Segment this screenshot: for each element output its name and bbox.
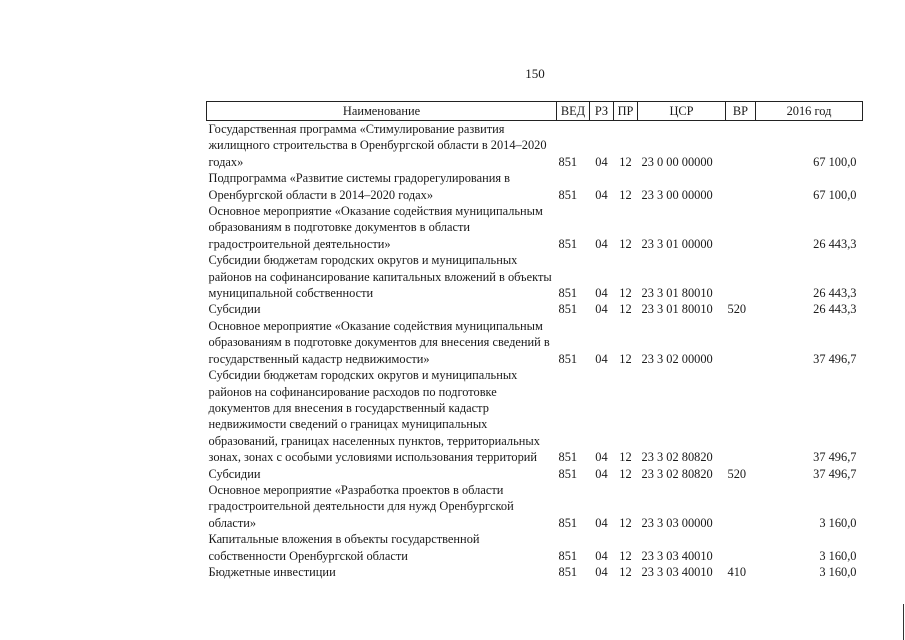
cell-csr: 23 3 03 40010 bbox=[641, 548, 713, 563]
cell-ved: 851 bbox=[558, 548, 578, 563]
table-row bbox=[207, 170, 863, 203]
cell-name: Основное мероприятие «Оказание содействия муниципальным образованиям в подготовке документов в области градостроительной деятельности» bbox=[208, 204, 543, 251]
cell-sum: 37 496,7 bbox=[813, 466, 857, 481]
cell-sum: 37 496,7 bbox=[813, 351, 857, 366]
cell-rz: 04 bbox=[595, 450, 608, 465]
table-row bbox=[207, 367, 863, 465]
cell-name: Бюджетные инвестиции bbox=[208, 564, 336, 579]
header-vr: ВР bbox=[726, 102, 756, 121]
cell-vr: 520 bbox=[727, 302, 747, 317]
cell-rz: 04 bbox=[595, 515, 608, 530]
cell-csr: 23 3 03 40010 bbox=[641, 564, 713, 579]
table-row bbox=[207, 252, 863, 301]
page-edge-line bbox=[903, 604, 904, 640]
cell-rz: 04 bbox=[595, 302, 608, 317]
cell-rz: 04 bbox=[595, 351, 608, 366]
cell-ved: 851 bbox=[558, 236, 578, 251]
cell-pr: 12 bbox=[619, 236, 632, 251]
cell-csr: 23 3 02 80820 bbox=[641, 466, 713, 481]
cell-sum: 26 443,3 bbox=[813, 302, 857, 317]
cell-name: Подпрограмма «Развитие системы градорегулирования в Оренбургской области в 2014–2020 годах» bbox=[208, 171, 511, 202]
cell-pr: 12 bbox=[619, 286, 632, 301]
cell-pr: 12 bbox=[619, 302, 632, 317]
cell-rz: 04 bbox=[595, 466, 608, 481]
table-row bbox=[207, 121, 863, 171]
cell-rz: 04 bbox=[595, 187, 608, 202]
cell-vr bbox=[726, 121, 756, 171]
cell-vr bbox=[726, 482, 756, 531]
cell-rz: 04 bbox=[595, 286, 608, 301]
budget-table bbox=[206, 101, 863, 580]
cell-ved: 851 bbox=[558, 515, 578, 530]
cell-pr: 12 bbox=[619, 515, 632, 530]
cell-csr: 23 3 00 00000 bbox=[641, 187, 713, 202]
cell-sum: 67 100,0 bbox=[813, 154, 857, 169]
table-row bbox=[207, 564, 863, 580]
cell-pr: 12 bbox=[619, 450, 632, 465]
cell-name: Субсидии bbox=[208, 302, 261, 317]
table-header-row bbox=[207, 102, 863, 121]
cell-sum: 67 100,0 bbox=[813, 187, 857, 202]
cell-vr bbox=[726, 318, 756, 367]
cell-ved: 851 bbox=[558, 154, 578, 169]
table-body bbox=[207, 121, 863, 581]
cell-name: Основное мероприятие «Разработка проектов в области градостроительной деятельности для нужд Оренбургской области» bbox=[208, 482, 514, 530]
cell-ved: 851 bbox=[558, 466, 578, 481]
cell-pr: 12 bbox=[619, 564, 632, 579]
cell-vr bbox=[726, 531, 756, 564]
cell-pr: 12 bbox=[619, 351, 632, 366]
header-rz: РЗ bbox=[590, 102, 614, 121]
cell-ved: 851 bbox=[558, 302, 578, 317]
cell-sum: 3 160,0 bbox=[819, 564, 857, 579]
cell-csr: 23 3 01 00000 bbox=[641, 236, 713, 251]
cell-rz: 04 bbox=[595, 564, 608, 579]
table-row bbox=[207, 301, 863, 317]
cell-ved: 851 bbox=[558, 286, 578, 301]
cell-pr: 12 bbox=[619, 548, 632, 563]
cell-csr: 23 3 02 00000 bbox=[641, 351, 713, 366]
table-row bbox=[207, 531, 863, 564]
cell-name: Субсидии bbox=[208, 466, 261, 481]
cell-ved: 851 bbox=[558, 187, 578, 202]
header-pr: ПР bbox=[614, 102, 638, 121]
cell-csr: 23 0 00 00000 bbox=[641, 154, 713, 169]
cell-rz: 04 bbox=[595, 548, 608, 563]
cell-csr: 23 3 02 80820 bbox=[641, 450, 713, 465]
table-row bbox=[207, 203, 863, 252]
cell-sum: 26 443,3 bbox=[813, 236, 857, 251]
cell-sum: 3 160,0 bbox=[819, 515, 857, 530]
cell-csr: 23 3 01 80010 bbox=[641, 286, 713, 301]
cell-vr bbox=[726, 252, 756, 301]
header-sum: 2016 год bbox=[756, 102, 863, 121]
cell-ved: 851 bbox=[558, 351, 578, 366]
page-number: 150 bbox=[525, 66, 545, 81]
header-csr: ЦСР bbox=[638, 102, 726, 121]
cell-vr bbox=[726, 367, 756, 465]
cell-name: Основное мероприятие «Оказание содействия муниципальным образованиям в подготовке документов для внесения сведений в государственный кадастр недвижимости» bbox=[208, 318, 550, 366]
cell-csr: 23 3 03 00000 bbox=[641, 515, 713, 530]
cell-sum: 3 160,0 bbox=[819, 548, 857, 563]
cell-rz: 04 bbox=[595, 154, 608, 169]
cell-vr bbox=[726, 203, 756, 252]
cell-pr: 12 bbox=[619, 466, 632, 481]
cell-ved: 851 bbox=[558, 450, 578, 465]
cell-name: Государственная программа «Стимулирование развития жилищного строительства в Оренбургской области в 2014–2020 годах» bbox=[208, 122, 547, 169]
cell-vr bbox=[726, 170, 756, 203]
cell-rz: 04 bbox=[595, 236, 608, 251]
cell-ved: 851 bbox=[558, 564, 578, 579]
cell-sum: 37 496,7 bbox=[813, 450, 857, 465]
cell-vr: 410 bbox=[727, 564, 747, 579]
cell-name: Субсидии бюджетам городских округов и муниципальных районов на софинансирование капитальных вложений в объекты муниципальной собственности bbox=[208, 253, 552, 301]
header-name: Наименование bbox=[207, 102, 557, 121]
header-ved: ВЕД bbox=[557, 102, 590, 121]
cell-pr: 12 bbox=[619, 154, 632, 169]
cell-csr: 23 3 01 80010 bbox=[641, 302, 713, 317]
cell-sum: 26 443,3 bbox=[813, 286, 857, 301]
table-row bbox=[207, 482, 863, 531]
cell-name: Капитальные вложения в объекты государственной собственности Оренбургской области bbox=[208, 532, 480, 563]
table-row bbox=[207, 466, 863, 482]
table-row bbox=[207, 318, 863, 367]
cell-name: Субсидии бюджетам городских округов и муниципальных районов на софинансирование расходов по подготовке документов для внесения в государственный кадастр недвижимости сведений о границах муниципальных образований, границах населенных пунктов, территориальных зонах, зонах с особыми условиями использования территорий bbox=[208, 368, 540, 465]
cell-pr: 12 bbox=[619, 187, 632, 202]
cell-vr: 520 bbox=[727, 466, 747, 481]
